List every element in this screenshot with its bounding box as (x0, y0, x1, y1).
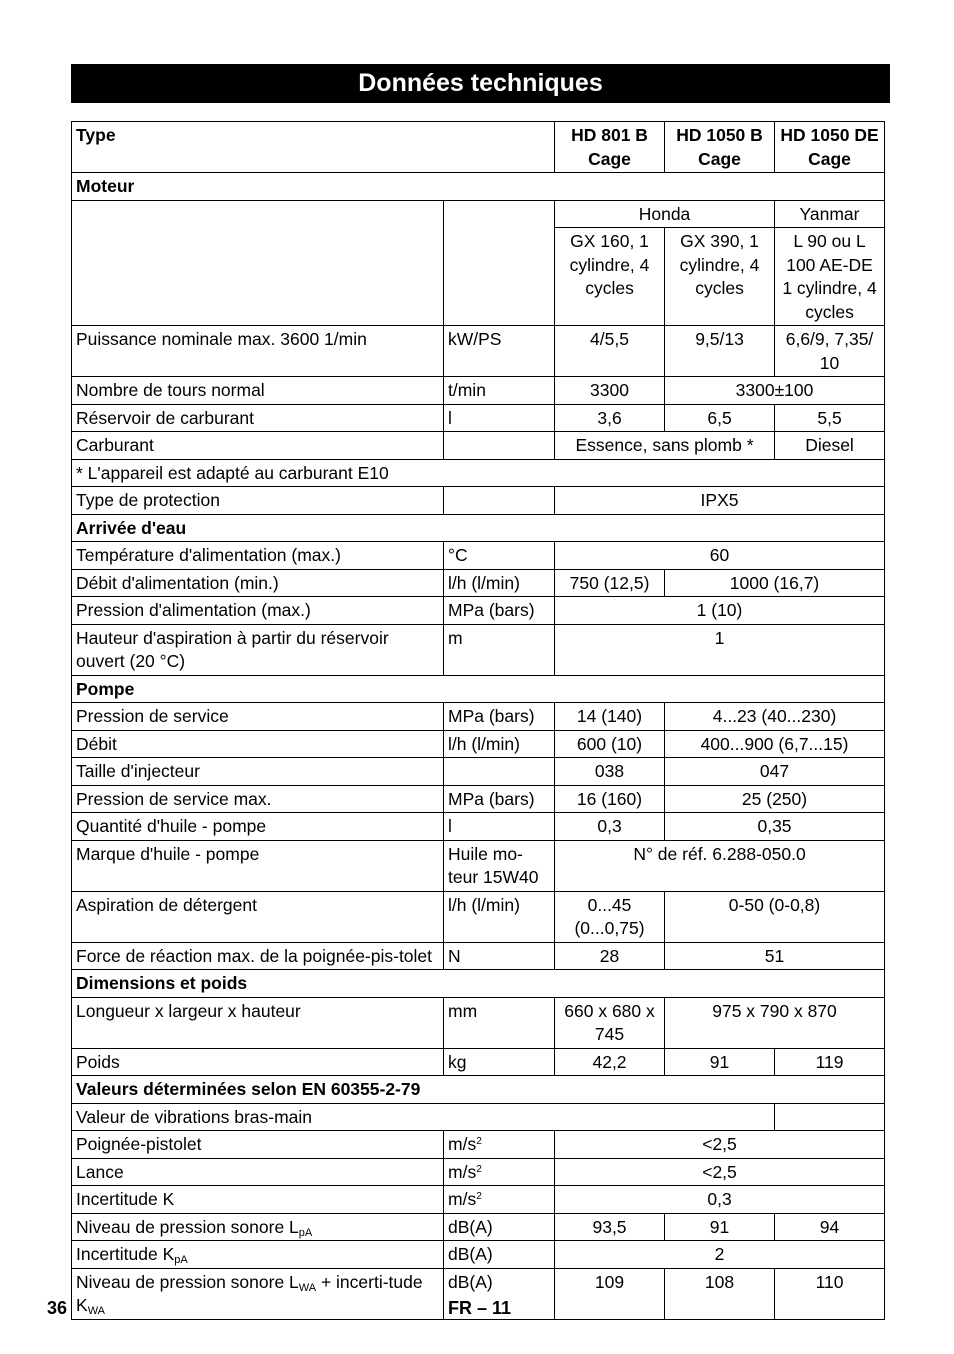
cell-engine-3: L 90 ou L 100 AE-DE 1 cylindre, 4 cycles (775, 228, 885, 326)
table-row (72, 758, 885, 786)
row-label: Quantité d'huile - pompe (72, 813, 444, 841)
row-label (72, 1241, 444, 1269)
cell-value: 6,6/9, 7,35/ 10 (775, 326, 885, 377)
table-row (72, 200, 885, 228)
table-row (72, 703, 885, 731)
table-row (72, 326, 885, 377)
cell-value: 91 (665, 1213, 775, 1241)
row-label: Pression de service max. (72, 785, 444, 813)
header-model-2: HD 1050 B Cage (665, 122, 775, 173)
page-number: 36 (47, 1298, 68, 1318)
cell-value: 60 (555, 542, 885, 570)
section-dimensions: Dimensions et poids (72, 970, 885, 998)
table-row (72, 597, 885, 625)
table-row (72, 1103, 885, 1131)
table-row (72, 1158, 885, 1186)
cell-value: 975 x 790 x 870 (665, 997, 885, 1048)
table-row (72, 891, 885, 942)
row-unit: l/h (l/min) (444, 730, 555, 758)
row-unit: Huile mo-teur 15W40 (444, 840, 555, 891)
cell-value: 42,2 (555, 1048, 665, 1076)
unit-text: m/s (448, 1134, 477, 1154)
row-unit: m (444, 624, 555, 675)
cell-empty (775, 1103, 885, 1131)
header-model-1: HD 801 B Cage (555, 122, 665, 173)
cell-value: 047 (665, 758, 885, 786)
row-unit: l (444, 404, 555, 432)
cell-value: 750 (12,5) (555, 569, 665, 597)
unit-sup: 2 (476, 1191, 482, 1202)
cell-value: 400...900 (6,7...15) (665, 730, 885, 758)
table-row (72, 1048, 885, 1076)
cell-value: IPX5 (555, 487, 885, 515)
label-text: + incerti-tude K (76, 1271, 423, 1315)
cell-value: 110 (775, 1268, 885, 1319)
row-label (72, 1213, 444, 1241)
row-label: Poids (72, 1048, 444, 1076)
row-label (72, 1268, 444, 1319)
row-unit: N (444, 942, 555, 970)
row-label: Pression d'alimentation (max.) (72, 597, 444, 625)
header-type: Type (72, 122, 555, 173)
cell-value: 600 (10) (555, 730, 665, 758)
unit-text: m/s (448, 1189, 477, 1209)
row-unit: l (444, 813, 555, 841)
cell-value: 108 (665, 1268, 775, 1319)
label-text: Incertitude K (76, 1244, 175, 1264)
table-header-row (72, 122, 885, 173)
row-unit: l/h (l/min) (444, 891, 555, 942)
header-model-3: HD 1050 DE Cage (775, 122, 885, 173)
cell-value: 28 (555, 942, 665, 970)
row-label: Valeur de vibrations bras-main (72, 1103, 775, 1131)
row-label: Incertitude K (72, 1186, 444, 1214)
row-label: Pression de service (72, 703, 444, 731)
cell-empty (72, 200, 444, 326)
unit-text: m/s (448, 1161, 477, 1182)
row-unit: °C (444, 542, 555, 570)
fuel-note: * L'appareil est adapté au carburant E10 (72, 459, 885, 487)
label-text: Niveau de pression sonore L (76, 1271, 299, 1292)
unit-sup: 2 (476, 1136, 482, 1147)
row-unit: mm (444, 997, 555, 1048)
page-title: Données techniques (71, 64, 890, 103)
row-unit (444, 1131, 555, 1159)
section-row (72, 514, 885, 542)
row-label: Nombre de tours normal (72, 377, 444, 405)
section-row (72, 1076, 885, 1104)
cell-engine-1: GX 160, 1 cylindre, 4 cycles (555, 228, 665, 326)
table-row (72, 997, 885, 1048)
table-row (72, 813, 885, 841)
cell-value: 51 (665, 942, 885, 970)
cell-value: 1 (10) (555, 597, 885, 625)
label-text: Niveau de pression sonore L (76, 1216, 299, 1237)
row-label: Type de protection (72, 487, 444, 515)
row-unit (444, 1186, 555, 1214)
cell-value: 25 (250) (665, 785, 885, 813)
row-label: Taille d'injecteur (72, 758, 444, 786)
label-sub: pA (298, 1226, 313, 1239)
row-label: Puissance nominale max. 3600 1/min (72, 326, 444, 377)
unit-sup: 2 (476, 1163, 482, 1175)
table-row (72, 840, 885, 891)
table-row (72, 487, 885, 515)
row-label: Poignée-pistolet (72, 1131, 444, 1159)
row-unit: t/min (444, 377, 555, 405)
row-label: Température d'alimentation (max.) (72, 542, 444, 570)
table-row (72, 1241, 885, 1269)
cell-value: N° de réf. 6.288-050.0 (555, 840, 885, 891)
row-unit: MPa (bars) (444, 785, 555, 813)
cell-value: 0,3 (555, 1186, 885, 1214)
row-label: Réservoir de carburant (72, 404, 444, 432)
row-unit (444, 1158, 555, 1186)
table-row (72, 542, 885, 570)
table-row (72, 1186, 885, 1214)
row-label: Lance (72, 1158, 444, 1186)
cell-value: 038 (555, 758, 665, 786)
cell-value: 4/5,5 (555, 326, 665, 377)
row-label: Longueur x largeur x hauteur (72, 997, 444, 1048)
row-label: Force de réaction max. de la poignée-pis-tolet (72, 942, 444, 970)
cell-value: 0...45 (0...0,75) (555, 891, 665, 942)
row-unit: kg (444, 1048, 555, 1076)
cell-value: 1 (555, 624, 885, 675)
row-unit: dB(A) (444, 1241, 555, 1269)
cell-empty (444, 758, 555, 786)
row-unit: l/h (l/min) (444, 569, 555, 597)
section-row (72, 675, 885, 703)
language-page-indicator: FR – 11 (448, 1298, 512, 1318)
row-label: Débit (72, 730, 444, 758)
section-row (72, 173, 885, 201)
section-eau: Arrivée d'eau (72, 514, 885, 542)
cell-value: 4...23 (40...230) (665, 703, 885, 731)
cell-empty (444, 487, 555, 515)
section-pompe: Pompe (72, 675, 885, 703)
cell-value: 16 (160) (555, 785, 665, 813)
cell-value: 94 (775, 1213, 885, 1241)
cell-value: 0,35 (665, 813, 885, 841)
cell-value: Diesel (775, 432, 885, 460)
cell-engine-2: GX 390, 1 cylindre, 4 cycles (665, 228, 775, 326)
cell-value: <2,5 (555, 1131, 885, 1159)
cell-value: 14 (140) (555, 703, 665, 731)
table-row (72, 1213, 885, 1241)
cell-value: 3300 (555, 377, 665, 405)
cell-value: 3300±100 (665, 377, 885, 405)
table-row (72, 785, 885, 813)
row-label: Hauteur d'aspiration à partir du réservoir ouvert (20 °C) (72, 624, 444, 675)
row-unit: dB(A) (444, 1268, 555, 1319)
row-unit: dB(A) (444, 1213, 555, 1241)
cell-value: 93,5 (555, 1213, 665, 1241)
row-label: Carburant (72, 432, 444, 460)
cell-value: 0,3 (555, 813, 665, 841)
section-valeurs: Valeurs déterminées selon EN 60355-2-79 (72, 1076, 885, 1104)
table-row (72, 730, 885, 758)
cell-value: <2,5 (555, 1158, 885, 1186)
row-label: Marque d'huile - pompe (72, 840, 444, 891)
cell-value: 9,5/13 (665, 326, 775, 377)
row-unit: MPa (bars) (444, 703, 555, 731)
label-sub: WA (298, 1281, 317, 1294)
section-row (72, 970, 885, 998)
table-row (72, 459, 885, 487)
cell-honda: Honda (555, 200, 775, 228)
row-unit: MPa (bars) (444, 597, 555, 625)
table-row (72, 404, 885, 432)
cell-empty (444, 432, 555, 460)
cell-value: 109 (555, 1268, 665, 1319)
cell-yanmar: Yanmar (775, 200, 885, 228)
table-row (72, 432, 885, 460)
label-sub: WA (87, 1305, 105, 1317)
table-row (72, 624, 885, 675)
cell-empty (444, 200, 555, 326)
row-label: Aspiration de détergent (72, 891, 444, 942)
table-row (72, 377, 885, 405)
cell-value: 3,6 (555, 404, 665, 432)
cell-value: 5,5 (775, 404, 885, 432)
row-unit: kW/PS (444, 326, 555, 377)
label-sub: pA (174, 1254, 188, 1266)
table-row (72, 1131, 885, 1159)
table-row (72, 569, 885, 597)
cell-value: 119 (775, 1048, 885, 1076)
section-moteur: Moteur (72, 173, 885, 201)
cell-value: 91 (665, 1048, 775, 1076)
cell-value: Essence, sans plomb * (555, 432, 775, 460)
cell-value: 0-50 (0-0,8) (665, 891, 885, 942)
cell-value: 1000 (16,7) (665, 569, 885, 597)
cell-value: 660 x 680 x 745 (555, 997, 665, 1048)
cell-value: 2 (555, 1241, 885, 1269)
row-label: Débit d'alimentation (min.) (72, 569, 444, 597)
cell-value: 6,5 (665, 404, 775, 432)
table-row (72, 942, 885, 970)
spec-table (71, 121, 885, 1320)
